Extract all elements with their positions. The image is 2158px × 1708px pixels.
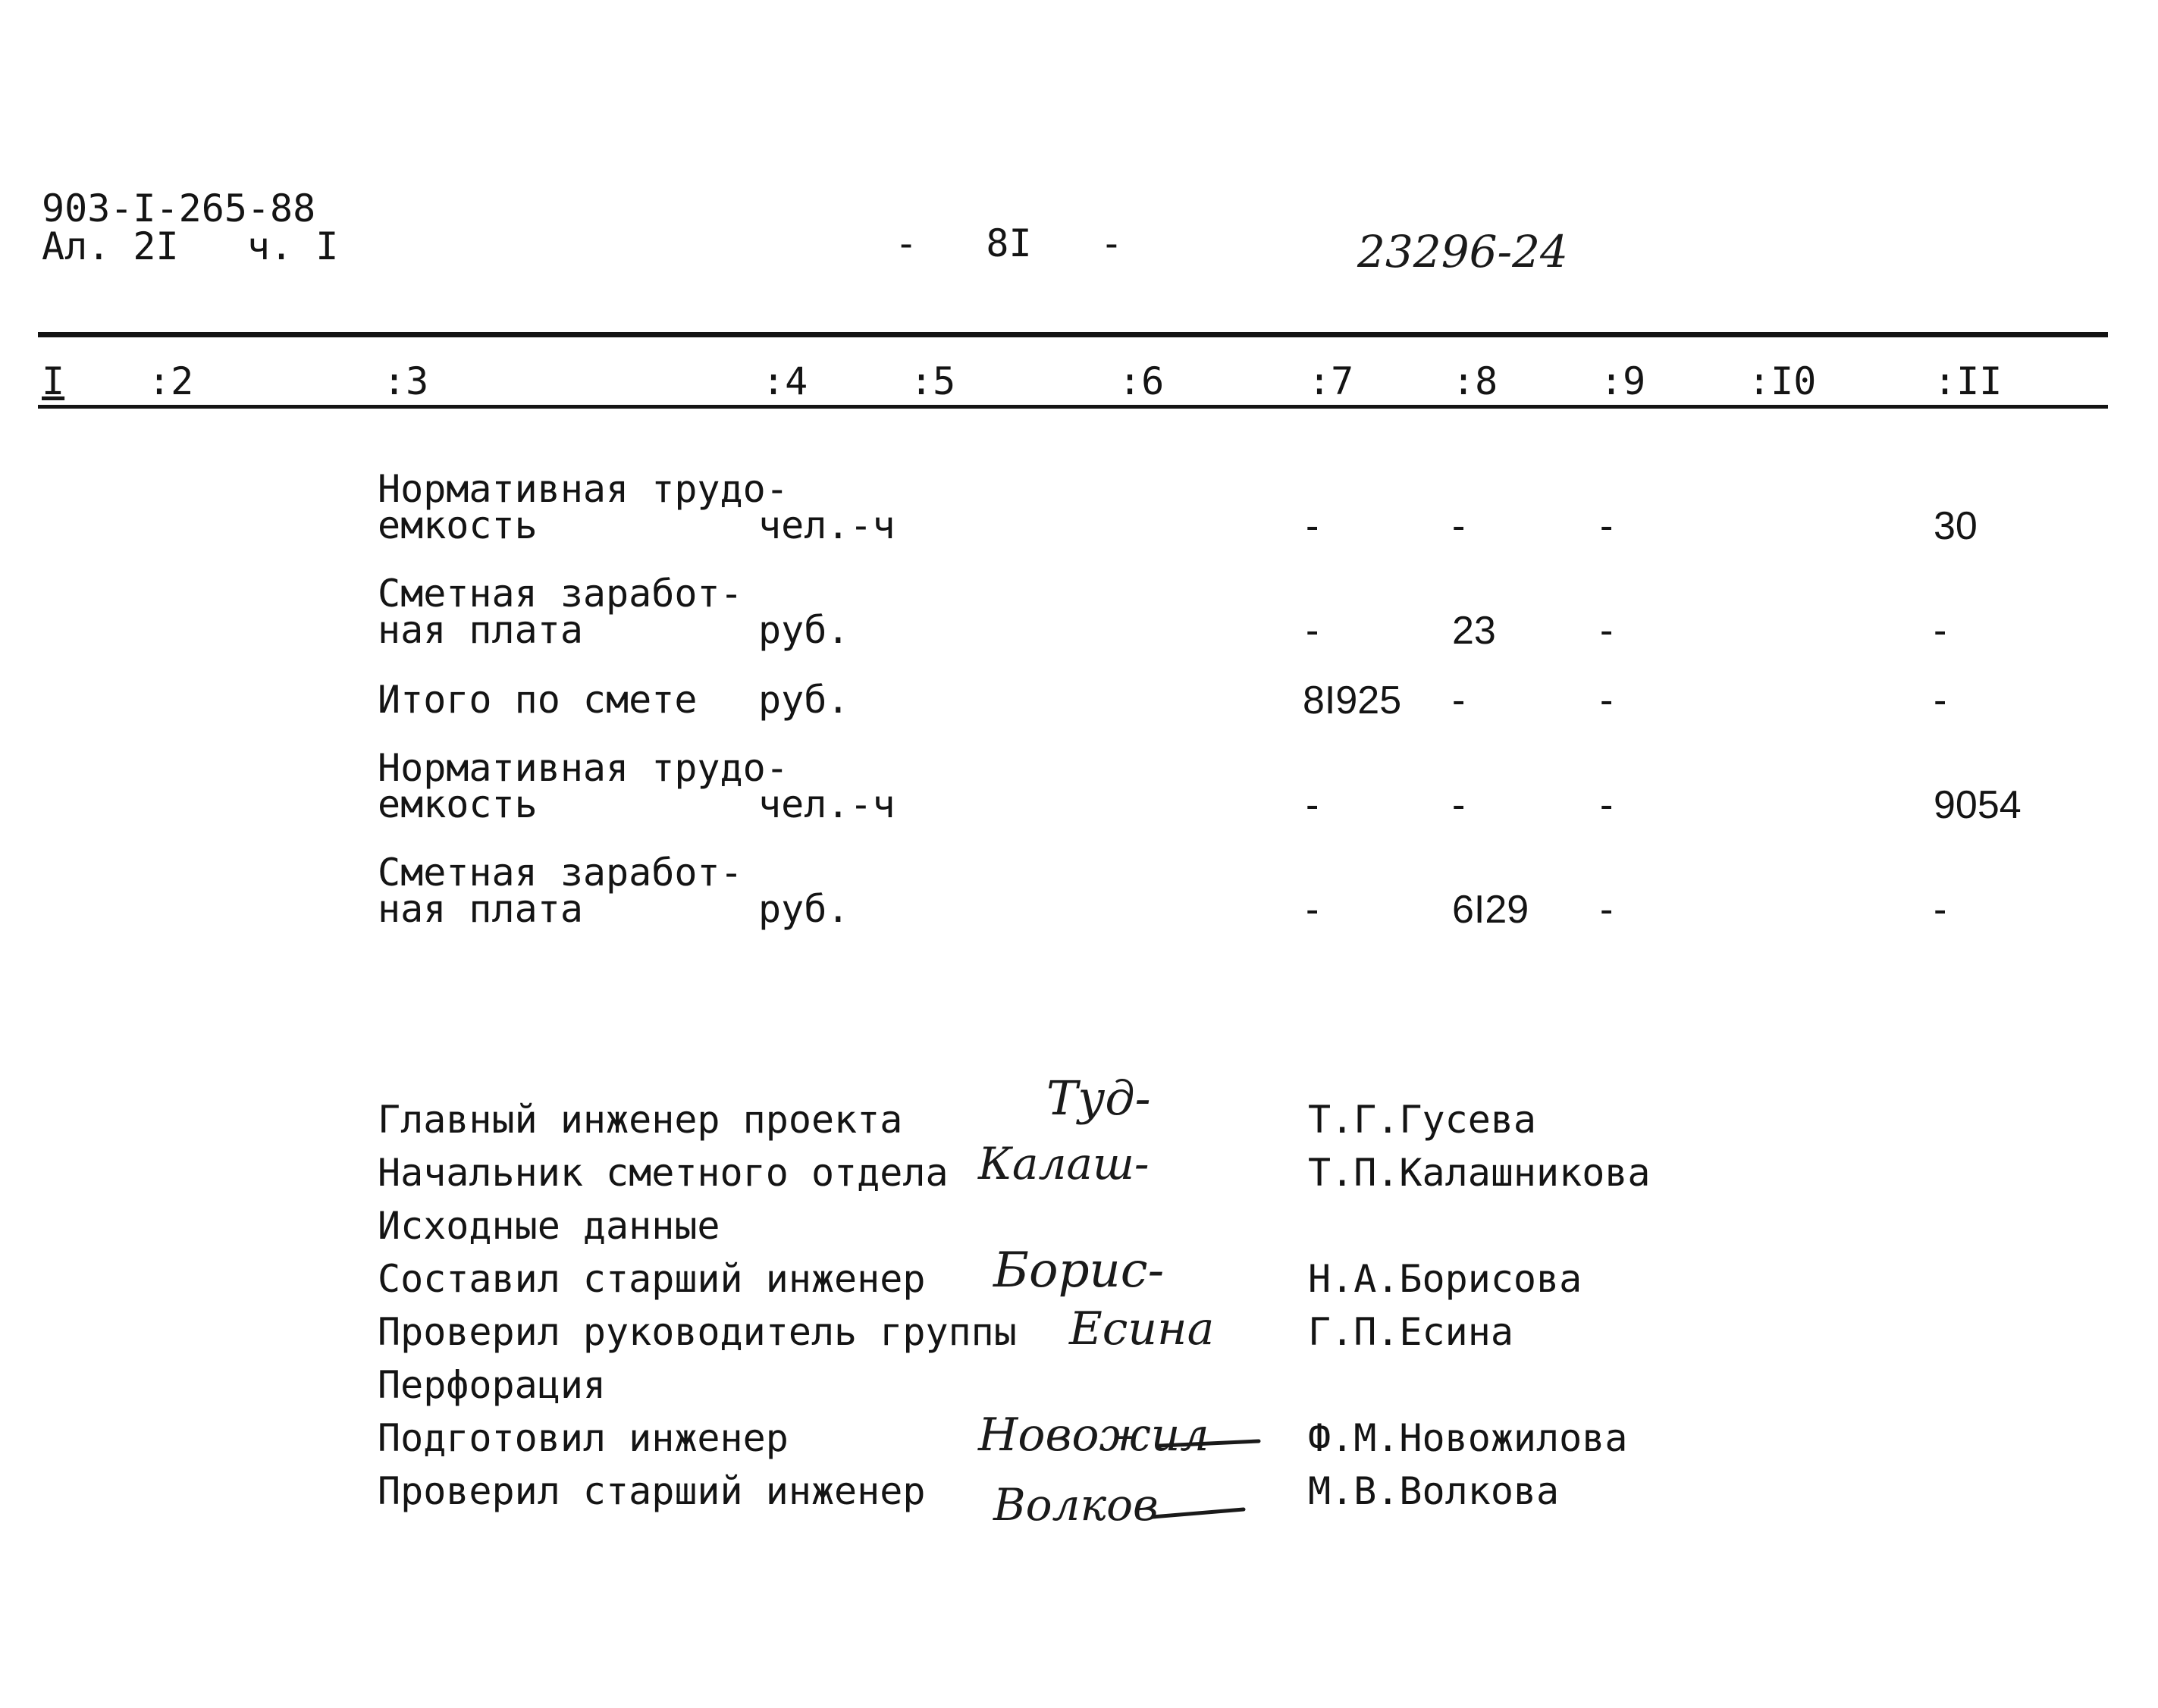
column-number: :8 (1452, 359, 1498, 403)
svg-text:Волков: Волков (993, 1479, 1159, 1531)
signatory-name: Н.А.Борисова (1308, 1257, 1582, 1301)
row-value-col8: 6I29 (1452, 888, 1529, 932)
signature-role: Проверил руководитель группы (378, 1310, 1017, 1354)
column-number: :4 (762, 359, 808, 403)
column-number: :5 (910, 359, 956, 403)
row-value-col9: - (1600, 504, 1614, 548)
column-number: I (42, 359, 65, 403)
row-value-col9: - (1600, 783, 1614, 827)
handwritten-document-number (1357, 220, 1615, 288)
row-value-col8: - (1452, 783, 1466, 827)
column-number: :2 (148, 359, 194, 403)
column-number: :I0 (1748, 359, 1817, 403)
document-code: 903-I-265-88 (42, 186, 316, 230)
row-label-line2: емкость (378, 782, 538, 826)
signature-role: Проверил старший инженер (378, 1469, 926, 1513)
svg-text:Новожил: Новожил (978, 1409, 1209, 1462)
row-label-line1: Нормативная трудо- (378, 746, 789, 790)
row-label-line1: Нормативная трудо- (378, 467, 789, 511)
row-label-line1: Сметная заработ- (378, 572, 743, 616)
row-value-col8: 23 (1452, 609, 1496, 653)
svg-text:23296-24: 23296-24 (1357, 226, 1568, 277)
signature-role: Исходные данные (378, 1204, 720, 1248)
signatory-name: Т.П.Калашникова (1308, 1151, 1651, 1195)
signatory-name: Ф.М.Новожилова (1308, 1416, 1628, 1460)
row-value-col9: - (1600, 609, 1614, 653)
row-value-col7: - (1306, 504, 1319, 548)
row-value-col7: 8I925 (1303, 678, 1402, 722)
svg-text:Борис-: Борис- (993, 1243, 1165, 1299)
row-value-col11: - (1934, 609, 1947, 653)
row-unit: чел.-ч (758, 503, 896, 547)
row-label-line2: ная плата (378, 887, 583, 931)
row-value-col8: - (1452, 678, 1466, 722)
row-value-col9: - (1600, 888, 1614, 932)
row-value-col11: - (1934, 678, 1947, 722)
row-value-col9: - (1600, 678, 1614, 722)
row-label-line2: ная плата (378, 608, 583, 652)
svg-text:Туд-: Туд- (1046, 1070, 1151, 1126)
row-unit: руб. (758, 608, 850, 652)
header-bottom-rule (38, 405, 2108, 409)
row-value-col11: 30 (1934, 504, 1978, 548)
column-number: :7 (1308, 359, 1354, 403)
row-label-line1: Сметная заработ- (378, 851, 743, 895)
row-unit: руб. (758, 887, 850, 931)
signature-role: Подготовил инженер (378, 1416, 789, 1460)
row-value-col7: - (1306, 888, 1319, 932)
row-value-col11: - (1934, 888, 1947, 932)
handwritten-signature (986, 1459, 1259, 1543)
column-number: :3 (383, 359, 429, 403)
sheet-info: Ал. 2I ч. I (42, 224, 339, 268)
row-label-total: Итого по смете (378, 678, 698, 722)
handwritten-signature (971, 1126, 1213, 1202)
signature-role: Главный инженер проекта (378, 1098, 903, 1142)
row-label-line2: емкость (378, 503, 538, 547)
signature-role: Составил старший инженер (378, 1257, 926, 1301)
row-value-col7: - (1306, 783, 1319, 827)
handwritten-signature (1039, 1054, 1236, 1137)
row-unit: руб. (758, 678, 850, 722)
page-number: - 8I - (895, 221, 1124, 265)
row-value-col11: 9054 (1934, 783, 2022, 827)
svg-text:Калаш-: Калаш- (978, 1138, 1150, 1189)
signature-role: Перфорация (378, 1363, 607, 1407)
row-unit: чел.-ч (758, 782, 896, 826)
signatory-name: М.В.Волкова (1308, 1469, 1560, 1513)
column-number: :6 (1118, 359, 1165, 403)
svg-text:Есина: Есина (1069, 1302, 1215, 1355)
column-number: :II (1934, 359, 2003, 403)
handwritten-signature (1062, 1293, 1259, 1361)
signature-role: Начальник сметного отдела (378, 1151, 949, 1195)
signatory-name: Г.П.Есина (1308, 1310, 1513, 1354)
header-top-rule (38, 332, 2108, 337)
row-value-col7: - (1306, 609, 1319, 653)
row-value-col8: - (1452, 504, 1466, 548)
signatory-name: Т.Г.Гусева (1308, 1098, 1537, 1142)
column-number: :9 (1600, 359, 1646, 403)
